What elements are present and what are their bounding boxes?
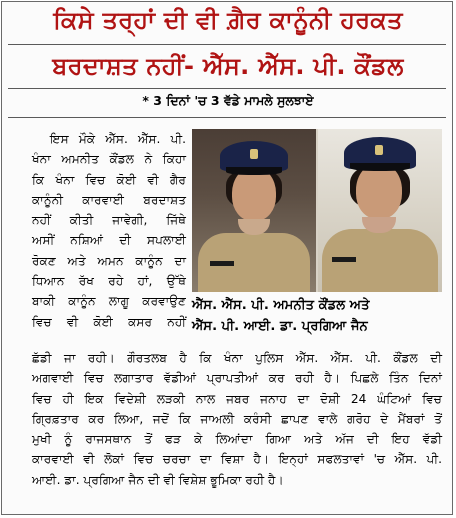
body-line: ਛੱਡੀ ਜਾ ਰਹੀ। ਗੌਰਤਲਬ ਹੈ ਕਿ ਖੰਨਾ ਪੁਲਿਸ ਐੱਸ. ਐੱਸ. ਪੀ. ਕੌਂਡਲ ਦੀ [32, 351, 442, 365]
headline-divider [8, 44, 446, 45]
column-line: ਨਹੀਂ ਕੀਤੀ ਜਾਵੇਗੀ, ਜਿੱਥੇ [32, 213, 186, 228]
body-line: ਆਈ. ਡਾ. ਪ੍ਰਗਿਆ ਜੈਨ ਦੀ ਵੀ ਵਿਸ਼ੇਸ਼ ਭੂਮਿਕਾ ਰਹੀ ਹੈ। [32, 472, 284, 487]
photo-caption [192, 295, 442, 337]
officer-portrait-left [192, 129, 316, 292]
column-line: ਰੋਕਣ ਅਤੇ ਅਮਨ ਕਾਨੂੰਨ ਦਾ [32, 253, 186, 268]
body-line: ਅਗਵਾਈ ਵਿਚ ਲਗਾਤਾਰ ਵੱਡੀਆਂ ਪ੍ਰਾਪਤੀਆਂ ਕਰ ਰਹੀ ਹੈ। ਪਿਛਲੇ ਤਿੰਨ ਦਿਨਾਂ [32, 371, 442, 386]
subheadline: * 3 ਦਿਨਾਂ 'ਚ 3 ਵੱਡੇ ਮਾਮਲੇ ਸੁਲਝਾਏ [142, 93, 314, 108]
intro-column [32, 129, 186, 332]
body-line: ਮੁਖੀ ਨੂੰ ਰਾਜਸਥਾਨ ਤੋਂ ਫੜ ਕੇ ਲਿਆਂਦਾ ਗਿਆ ਅਤੇ ਅੱਜ ਦੀ ਇਹ ਵੱਡੀ [32, 432, 442, 447]
headline-line-2: ਬਰਦਾਸ਼ਤ ਨਹੀਂ- ਐੱਸ. ਐੱਸ. ਪੀ. ਕੌਂਡਲ [52, 52, 404, 80]
article-body [32, 348, 442, 490]
column-line: ਵਿਚ ਵੀ ਕੋਈ ਕਸਰ ਨਹੀਂ [32, 314, 186, 329]
column-line: ਅਸੀਂ ਨਸ਼ਿਆਂ ਦੀ ਸਪਲਾਈ [32, 233, 186, 248]
column-line: ਧਿਆਨ ਰੱਖ ਰਹੇ ਹਾਂ, ਉੱਥੇ [32, 274, 186, 289]
headline-line-1: ਕਿਸੇ ਤਰ੍ਹਾਂ ਦੀ ਵੀ ਗ਼ੈਰ ਕਾਨੂੰਨੀ ਹਰਕਤ [53, 6, 403, 34]
column-line: ਬਾਕੀ ਕਾਨੂੰਨ ਲਾਗੂ ਕਰਵਾਉਣ [32, 294, 186, 309]
body-line: ਵਿਚ ਹੀ ਇਕ ਵਿਦੇਸ਼ੀ ਲੜਕੀ ਨਾਲ ਜਬਰ ਜਨਾਹ ਦਾ ਦੋਸ਼ੀ 24 ਘੰਟਿਆਂ ਵਿਚ [32, 391, 442, 406]
subhead-divider-top [8, 88, 446, 89]
caption-line-2: ਐੱਸ. ਪੀ. ਆਈ. ਡਾ. ਪ੍ਰਗਿਆ ਜੈਨ [192, 319, 368, 334]
body-line: ਕਾਰਵਾਈ ਵੀ ਲੋਕਾਂ ਵਿਚ ਚਰਚਾ ਦਾ ਵਿਸ਼ਾ ਹੈ। ਇਨ੍ਹਾਂ ਸਫਲਤਾਵਾਂ 'ਚ ਐੱਸ. ਪੀ. [32, 452, 442, 467]
caption-line-1: ਐੱਸ. ਐੱਸ. ਪੀ. ਅਮਨੀਤ ਕੌਂਡਲ ਅਤੇ [192, 298, 370, 313]
body-line: ਗ੍ਰਿਫ਼ਤਾਰ ਕਰ ਲਿਆ, ਜਦੋਂ ਕਿ ਜਾਅਲੀ ਕਰੰਸੀ ਛਾਪਣ ਵਾਲੇ ਗਰੋਹ ਦੇ ਮੈਂਬਰਾਂ ਤੋਂ [32, 411, 442, 426]
subhead-divider-bottom [8, 117, 446, 118]
officer-portrait-right [318, 129, 442, 292]
officers-photo [192, 129, 442, 292]
column-line: ਕਿ ਖੰਨਾ ਵਿਚ ਕੋਈ ਵੀ ਗੈਰ [32, 172, 186, 187]
column-line: ਕਾਨੂੰਨੀ ਕਾਰਵਾਈ ਬਰਦਾਸ਼ਤ [32, 192, 186, 207]
column-line: ਇਸ ਮੌਕੇ ਐੱਸ. ਐੱਸ. ਪੀ. [50, 132, 186, 146]
column-line: ਖੰਨਾ ਅਮਨੀਤ ਕੌਂਡਲ ਨੇ ਕਿਹਾ [32, 152, 186, 167]
